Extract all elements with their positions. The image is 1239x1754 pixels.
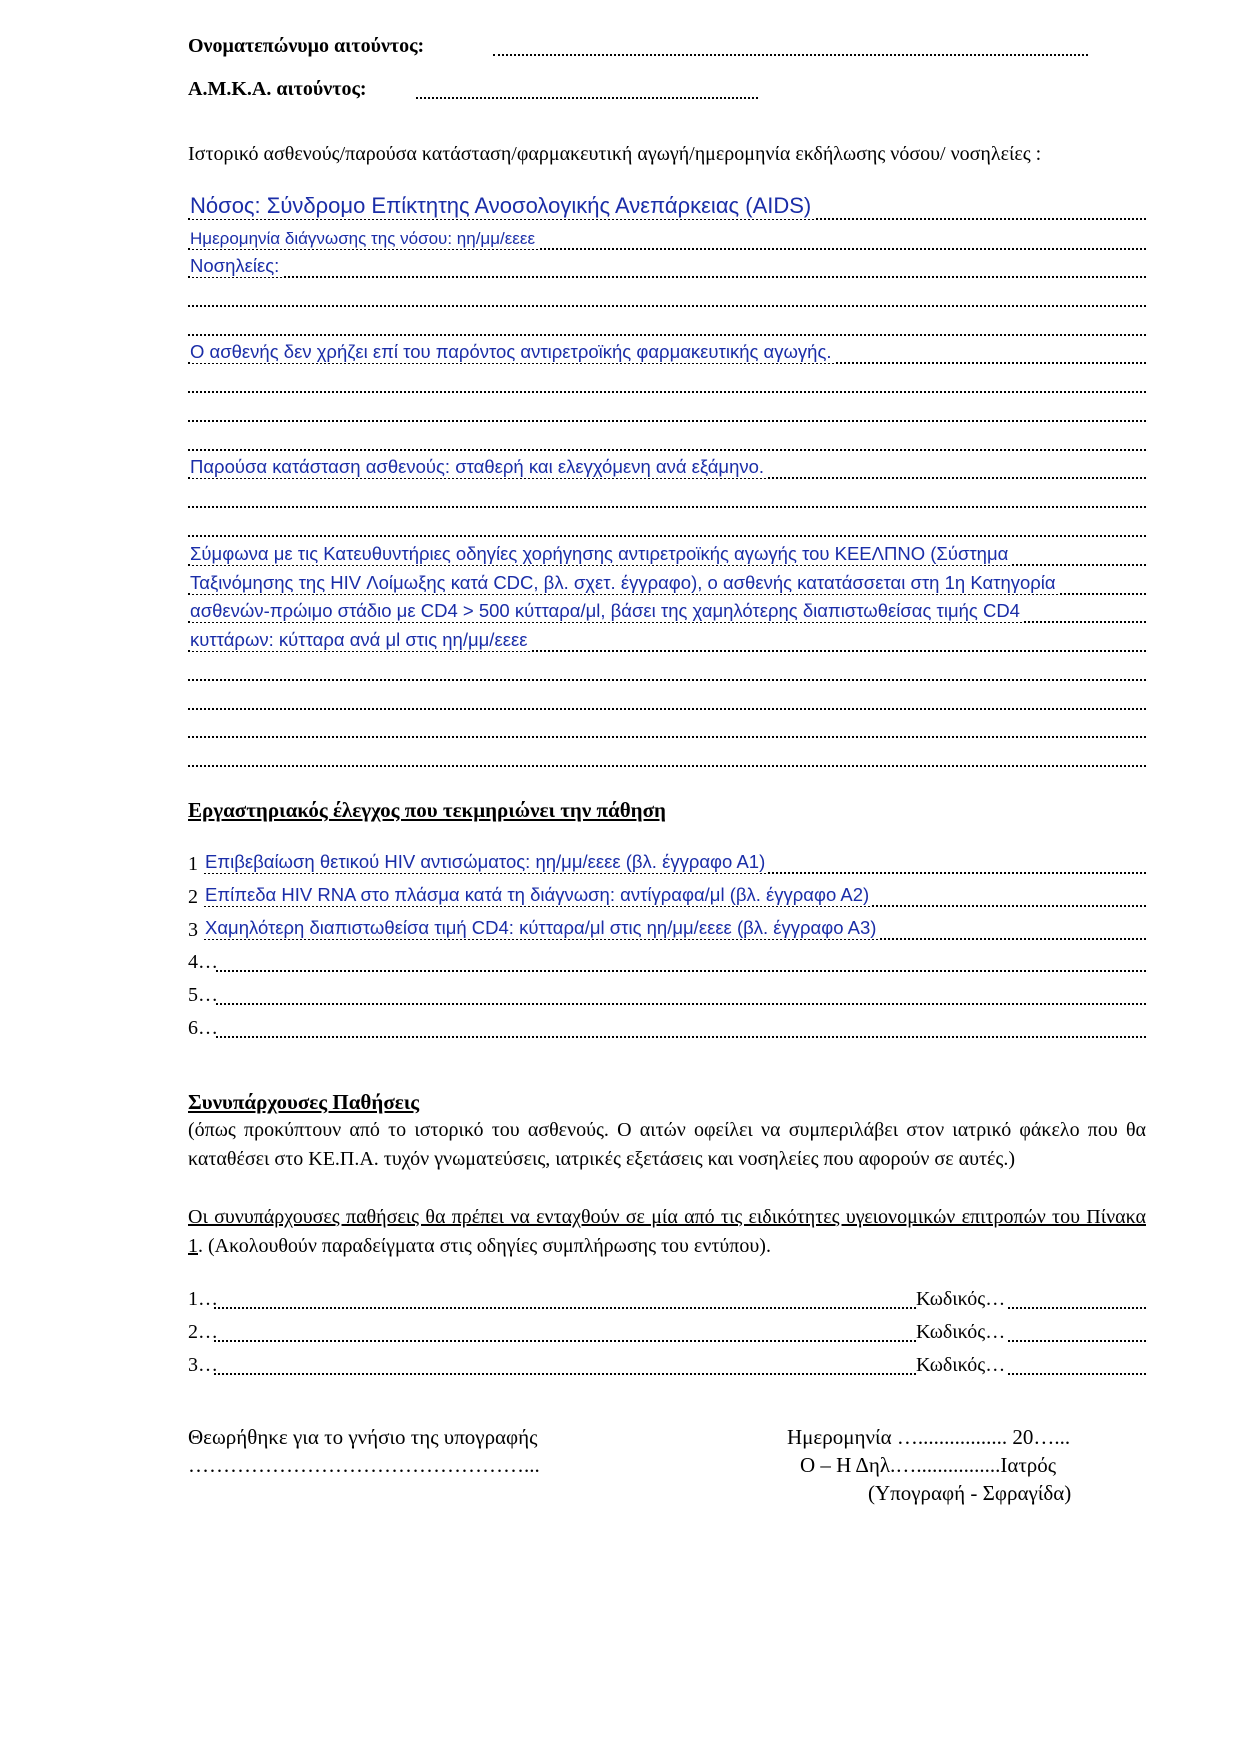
comorbid-heading: Συνυπάρχουσες Παθήσεις (188, 1090, 420, 1114)
status-text: Παρούσα κατάσταση ασθενούς: σταθερή και ελεγχόμενη ανά εξάμηνο. (190, 456, 767, 478)
diagnosis-date-text: Ημερομηνία διάγνωσης της νόσου: ηη/μμ/εεεε (190, 229, 538, 249)
lab-row-4[interactable] (188, 946, 1146, 976)
history-line-keelpno-3[interactable] (188, 597, 1146, 627)
history-line-blank[interactable] (188, 684, 1146, 714)
comorbid-row-3[interactable] (188, 1349, 1146, 1379)
history-line-diagnosis[interactable] (188, 224, 1146, 254)
history-line-keelpno-2[interactable] (188, 569, 1146, 599)
comorbid-num: 2… (188, 1321, 218, 1343)
comorbid-note: (όπως προκύπτουν από το ιστορικό του ασθενούς. Ο αιτών οφείλει να συμπεριλάβει στον ιατρικό φάκελο που θα καταθέσει στο ΚΕ.Π.Α. τυχόν γνωματεύσεις, ιατρικές εξετάσεις και νοσηλείες που αφορούν σε αυτές.) (188, 1119, 1146, 1170)
history-line-blank[interactable] (188, 712, 1146, 742)
lab-text: Επίπεδα HIV RNA στο πλάσμα κατά τη διάγνωση: αντίγραφα/μl (βλ. έγγραφο Α2) (205, 884, 870, 905)
code-label: Κωδικός… (916, 1354, 1006, 1376)
dotted-line (1008, 1307, 1146, 1309)
history-line-hospitalizations[interactable] (188, 252, 1146, 282)
history-line-therapy[interactable] (188, 338, 1146, 368)
history-line-blank[interactable] (188, 367, 1146, 397)
signature-stamp-label: (Υπογραφή - Σφραγίδα) (868, 1481, 1072, 1505)
comorbid-num: 1… (188, 1288, 218, 1310)
dotted-line (1008, 1373, 1146, 1375)
lab-num: 3 (188, 919, 198, 941)
dotted-line (188, 305, 1146, 307)
dotted-line (188, 679, 1146, 681)
lab-text: Επιβεβαίωση θετικού HIV αντισώματος: ηη/μμ/εεεε (βλ. έγγραφο Α1) (205, 851, 766, 872)
dotted-line (188, 420, 1146, 422)
history-line-blank[interactable] (188, 482, 1146, 512)
lab-row-1[interactable] (188, 848, 1146, 878)
dotted-line (188, 736, 1146, 738)
comorbid-num: 3… (188, 1354, 218, 1376)
dotted-line (188, 506, 1146, 508)
lab-text: Χαμηλότερη διαπιστωθείσα τιμή CD4: κύτταρα/μl στις ηη/μμ/εεεε (βλ. έγγραφο Α3) (205, 917, 877, 938)
lab-row-6[interactable] (188, 1012, 1146, 1042)
applicant-name-label: Ονοματεπώνυμο αιτούντος: (188, 35, 425, 57)
dotted-line (188, 535, 1146, 537)
history-line-blank[interactable] (188, 425, 1146, 455)
lab-num: 2 (188, 886, 198, 908)
dotted-line (214, 1373, 916, 1375)
lab-num: 6… (188, 1017, 218, 1039)
lab-num: 5… (188, 984, 218, 1006)
verified-label: Θεωρήθηκε για το γνήσιο της υπογραφής (188, 1425, 538, 1449)
verified-signature-line[interactable]: …………………………………………... (188, 1453, 540, 1477)
applicant-name-line[interactable] (188, 30, 1146, 60)
code-label: Κωδικός… (916, 1321, 1006, 1343)
history-line-blank[interactable] (188, 511, 1146, 541)
comorbid-rule-rest: . (Ακολουθούν παραδείγματα στις οδηγίες συμπλήρωσης του εντύπου). (198, 1235, 771, 1257)
lab-row-2[interactable] (188, 881, 1146, 911)
dotted-line (188, 449, 1146, 451)
disease-text: Νόσος: Σύνδρομο Επίκτητης Ανοσολογικής Ανεπάρκειας (AIDS) (190, 193, 814, 219)
applicant-amka-label: Α.Μ.Κ.Α. αιτούντος: (188, 78, 367, 100)
lab-num: 4… (188, 951, 218, 973)
history-line-status[interactable] (188, 453, 1146, 483)
dotted-line (188, 765, 1146, 767)
code-label: Κωδικός… (916, 1288, 1006, 1310)
history-line-keelpno-4[interactable] (188, 626, 1146, 656)
applicant-name-dots (493, 54, 1088, 56)
history-line-blank[interactable] (188, 310, 1146, 340)
applicant-amka-dots (416, 97, 758, 99)
no-therapy-text: Ο ασθενής δεν χρήζει επί του παρόντος αντιρετροϊκής φαρμακευτικής αγωγής. (190, 341, 835, 363)
history-intro: Ιστορικό ασθενούς/παρούσα κατάσταση/φαρμακευτική αγωγή/ημερομηνία εκδήλωσης νόσου/ νοσηλείες : (188, 143, 1042, 165)
lab-heading: Εργαστηριακός έλεγχος που τεκμηριώνει την πάθηση (188, 798, 666, 822)
keelpno-text-4: κυττάρων: κύτταρα ανά μl στις ηη/μμ/εεεε (190, 629, 530, 651)
dotted-line (214, 1340, 916, 1342)
comorbid-row-1[interactable] (188, 1283, 1146, 1313)
dotted-line (216, 1003, 1146, 1005)
lab-num: 1 (188, 853, 198, 875)
history-line-keelpno-1[interactable] (188, 540, 1146, 570)
comorbid-rule (188, 1203, 1146, 1261)
doctor-field[interactable]: Ο – Η Δηλ.…................Ιατρός (800, 1453, 1057, 1477)
dotted-line (216, 1036, 1146, 1038)
history-line-blank[interactable] (188, 741, 1146, 771)
history-line-blank[interactable] (188, 281, 1146, 311)
comorbid-rule-underlined: Οι συνυπάρχουσες παθήσεις θα πρέπει να ενταχθούν σε μία από τις ειδικότητες υγειονομικών επιτροπών του Πίνακα 1 (188, 1206, 1146, 1257)
dotted-line (214, 1307, 916, 1309)
dotted-line (188, 334, 1146, 336)
hospitalizations-text: Νοσηλείες: (190, 255, 282, 277)
keelpno-text-2: Ταξινόμησης της HIV Λοίμωξης κατά CDC, βλ. σχετ. έγγραφο), ο ασθενής κατατάσσεται στη 1η Κατηγορία (190, 572, 1059, 594)
comorbid-row-2[interactable] (188, 1316, 1146, 1346)
applicant-amka-line[interactable] (188, 73, 1146, 103)
dotted-line (188, 276, 1146, 278)
keelpno-text-3: ασθενών-πρώιμο στάδιο με CD4 > 500 κύτταρα/μl, βάσει της χαμηλότερης διαπιστωθείσας τιμής CD4 (190, 600, 1023, 622)
history-line-disease[interactable] (188, 194, 1146, 224)
lab-row-3[interactable] (188, 914, 1146, 944)
lab-row-5[interactable] (188, 979, 1146, 1009)
history-line-blank[interactable] (188, 396, 1146, 426)
dotted-line (188, 708, 1146, 710)
dotted-line (1008, 1340, 1146, 1342)
dotted-line (188, 391, 1146, 393)
history-line-blank[interactable] (188, 655, 1146, 685)
keelpno-text-1: Σύμφωνα με τις Κατευθυντήριες οδηγίες χορήγησης αντιρετροϊκής αγωγής του ΚΕΕΛΠΝΟ (Σύστημα (190, 543, 1011, 565)
date-field[interactable]: Ημερομηνία …................. 20…... (787, 1425, 1071, 1449)
dotted-line (216, 970, 1146, 972)
